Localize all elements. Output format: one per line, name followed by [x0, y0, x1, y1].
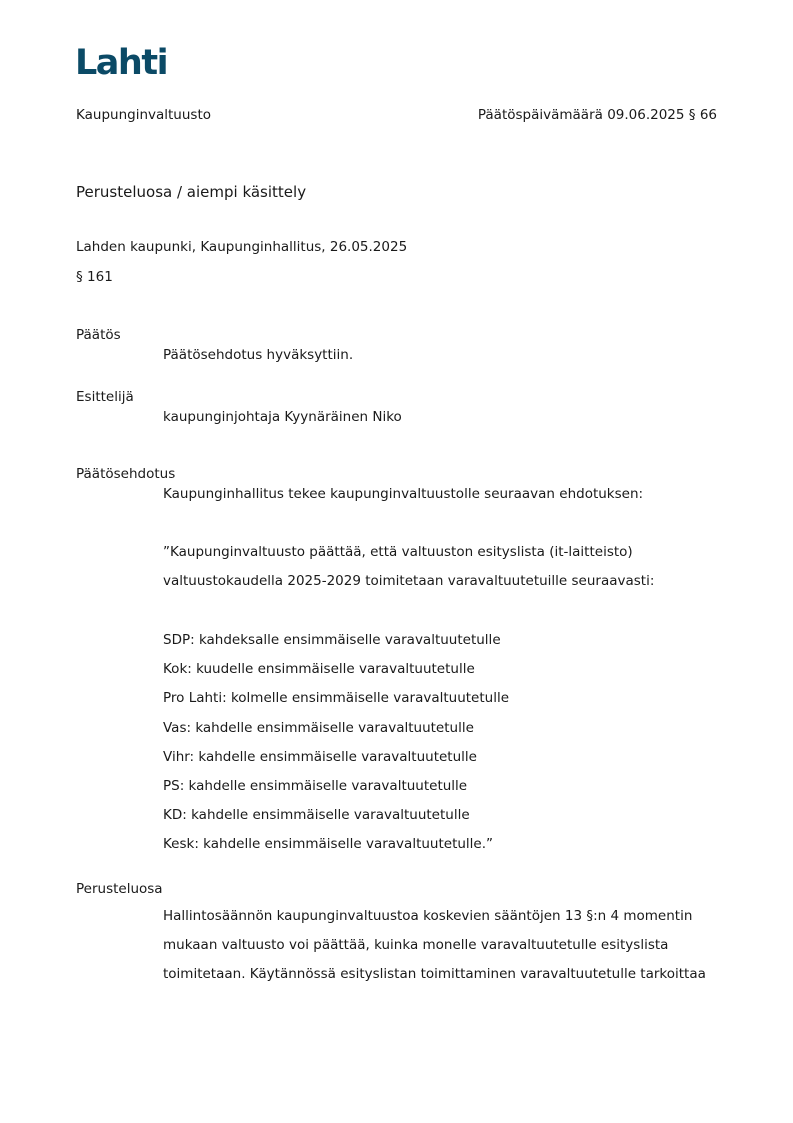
paatosehdotus-label: Päätösehdotus [76, 466, 176, 482]
section-title: Perusteluosa / aiempi käsittely [76, 183, 307, 201]
party-line: Pro Lahti: kolmelle ensimmäiselle varavaltuutetulle [163, 690, 510, 706]
paatosehdotus-quote-line: ”Kaupunginvaltuusto päättää, että valtuuston esityslista (it-laitteisto) [163, 544, 633, 560]
party-line: KD: kahdelle ensimmäiselle varavaltuutetulle [163, 807, 470, 823]
header-body: Kaupunginvaltuusto [76, 107, 212, 123]
party-line: SDP: kahdeksalle ensimmäiselle varavaltuutetulle [163, 632, 501, 648]
previous-section: § 161 [76, 269, 113, 285]
perusteluosa-line: Hallintosäännön kaupunginvaltuustoa koskevien sääntöjen 13 §:n 4 momentin [163, 908, 693, 924]
party-line: Vihr: kahdelle ensimmäiselle varavaltuutetulle [163, 749, 477, 765]
paatosehdotus-intro: Kaupunginhallitus tekee kaupunginvaltuustolle seuraavan ehdotuksen: [163, 486, 644, 502]
party-line: Kesk: kahdelle ensimmäiselle varavaltuutetulle.” [163, 836, 494, 852]
paatos-text: Päätösehdotus hyväksyttiin. [163, 347, 354, 363]
perusteluosa-line: toimitetaan. Käytännössä esityslistan toimittaminen varavaltuutetulle tarkoittaa [163, 966, 706, 982]
party-line: PS: kahdelle ensimmäiselle varavaltuutetulle [163, 778, 468, 794]
esittelija-text: kaupunginjohtaja Kyynäräinen Niko [163, 409, 402, 425]
esittelija-label: Esittelijä [76, 389, 134, 405]
previous-source: Lahden kaupunki, Kaupunginhallitus, 26.05.2025 [76, 239, 408, 255]
perusteluosa-label: Perusteluosa [76, 881, 163, 897]
paatos-label: Päätös [76, 327, 121, 343]
header-decision-date: Päätöspäivämäärä 09.06.2025 § 66 [477, 107, 717, 123]
party-line: Vas: kahdelle ensimmäiselle varavaltuutetulle [163, 720, 474, 736]
lahti-logo: Lahti [75, 43, 168, 83]
party-line: Kok: kuudelle ensimmäiselle varavaltuutetulle [163, 661, 475, 677]
paatosehdotus-quote-line: valtuustokaudella 2025-2029 toimitetaan varavaltuutetuille seuraavasti: [163, 573, 655, 589]
perusteluosa-line: mukaan valtuusto voi päättää, kuinka monelle varavaltuutetulle esityslista [163, 937, 669, 953]
